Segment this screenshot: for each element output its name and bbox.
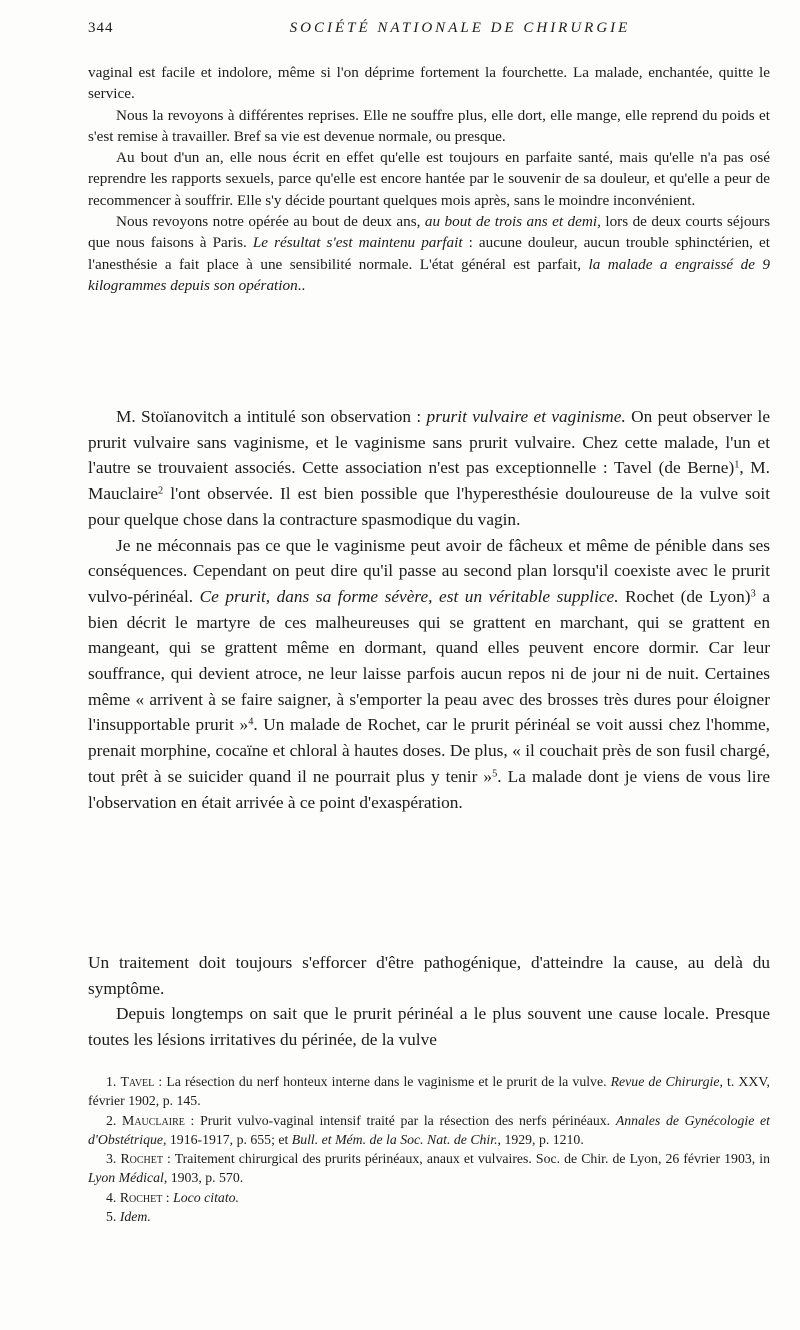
treatment-text bbox=[88, 950, 770, 1053]
observation-paragraph: Nous revoyons notre opérée au bout de deux ans, au bout de trois ans et demi, lors de deux courts séjours que nous faisons à Paris. Le résultat s'est maintenu parfait : aucune douleur, aucun trouble sphinctérien, et l'anesthésie a fait place à une sensibilité normale. L'état général est parfait, la malade a engraissé de 9 kilogrammes depuis son opération.. bbox=[88, 213, 770, 294]
footnote: 1. Tavel : La résection du nerf honteux interne dans le vaginisme et le prurit de la vulve. Revue de Chirurgie, t. XXV, février 1902, p. 145. bbox=[88, 1074, 770, 1109]
observation-paragraph: vaginal est facile et indolore, même si l'on déprime fortement la fourchette. La malade, enchantée, quitte le service. bbox=[88, 64, 770, 103]
discussion-text bbox=[88, 404, 770, 815]
footnote-ref: 2 bbox=[158, 485, 164, 497]
footnote-ref: 4 bbox=[248, 716, 254, 728]
footnote: 3. Rochet : Traitement chirurgical des prurits périnéaux, anaux et vulvaires. Soc. de Chir. de Lyon, 26 février 1903, in Lyon Médical, 1903, p. 570. bbox=[88, 1151, 770, 1186]
page-number: 344 bbox=[88, 20, 114, 36]
observation-paragraph: Au bout d'un an, elle nous écrit en effet qu'elle est toujours en parfaite santé, mais qu'elle n'a pas osé reprendre les rapports sexuels, parce qu'elle est encore hantée par le souvenir de sa douleur, et qu'elle a peur de recommencer à souffrir. Elle s'y décide pourtant quelques mois après, sans le moindre inconvénient. bbox=[88, 149, 770, 209]
footnote: 5. Idem. bbox=[106, 1209, 151, 1225]
discussion-paragraph: M. Stoïanovitch a intitulé son observation : prurit vulvaire et vaginisme. On peut observer le prurit vulvaire sans vaginisme, et le vaginisme sans prurit vulvaire. Chez cette malade, l'un et l'autre se trouvaient associés. Cette association n'est pas exceptionnelle : Tavel (de Berne)$^1$, M. Mauclaire$^2$ l'ont observée. Il est bien possible que l'hyperesthésie douloureuse de la vulve soit pour quelque chose dans la contracture spasmodique du vagin. bbox=[88, 407, 770, 529]
running-title: SOCIÉTÉ NATIONALE DE CHIRURGIE bbox=[289, 20, 631, 36]
footnote-ref: 3 bbox=[750, 588, 756, 600]
discussion-paragraph: Depuis longtemps on sait que le prurit périnéal a le plus souvent une cause locale. Presque toutes les lésions irritatives du périnée, de la vulve bbox=[88, 1004, 770, 1050]
footnote: 4. Rochet : Loco citato. bbox=[106, 1189, 240, 1205]
running-header bbox=[88, 20, 772, 44]
observation-paragraph: Nous la revoyons à différentes reprises. Elle ne souffre plus, elle dort, elle mange, elle reprend du poids et s'est remise à travailler. Bref sa vie est devenue normale, ou presque. bbox=[88, 106, 770, 145]
footnote-ref: 1 bbox=[734, 459, 740, 471]
discussion-paragraph: Je ne méconnais pas ce que le vaginisme peut avoir de fâcheux et même de pénible dans ses conséquences. Cependant on peut dire qu'il passe au second plan lorsqu'il coexiste avec le prurit vulvo-périnéal. Ce prurit, dans sa forme sévère, est un véritable supplice. Rochet (de Lyon)$^3$ a bien décrit le martyre de ces malheureuses qui se grattent en marchant, qui se grattent en mangeant, qui se grattent même en dormant, quand elles peuvent encore dormir. Car leur souffrance, qui devient atroce, ne leur laisse parfois aucun repos ni de jour ni de nuit. Certaines même « arrivent à se faire saigner, à s'emporter la peau avec des brosses très dures pour éloigner l'insupportable prurit »$^4$. Un malade de Rochet, car le prurit périnéal se voit aussi chez l'homme, prenait morphine, cocaïne et chloral à hautes doses. De plus, « il couchait près de son fusil chargé, tout prêt à se suicider quand il ne pourrait plus y tenir »$^5$. La malade dont je viens de vous lire l'observation en était arrivée à ce point d'exaspération. bbox=[88, 535, 770, 812]
discussion-paragraph: Un traitement doit toujours s'efforcer d'être pathogénique, d'atteindre la cause, au delà du symptôme. bbox=[88, 953, 770, 998]
footnote-ref: 5 bbox=[492, 768, 498, 780]
observation-text bbox=[88, 62, 770, 296]
footnote: 2. Mauclaire : Prurit vulvo-vaginal intensif traité par la résection des nerfs périnéaux. Annales de Gynécologie et d'Obstétrique, 1916-1917, p. 655; et Bull. et Mém. de la Soc. Nat. de Chir., 1929, p. 1210. bbox=[88, 1112, 770, 1147]
footnotes bbox=[88, 1072, 770, 1226]
